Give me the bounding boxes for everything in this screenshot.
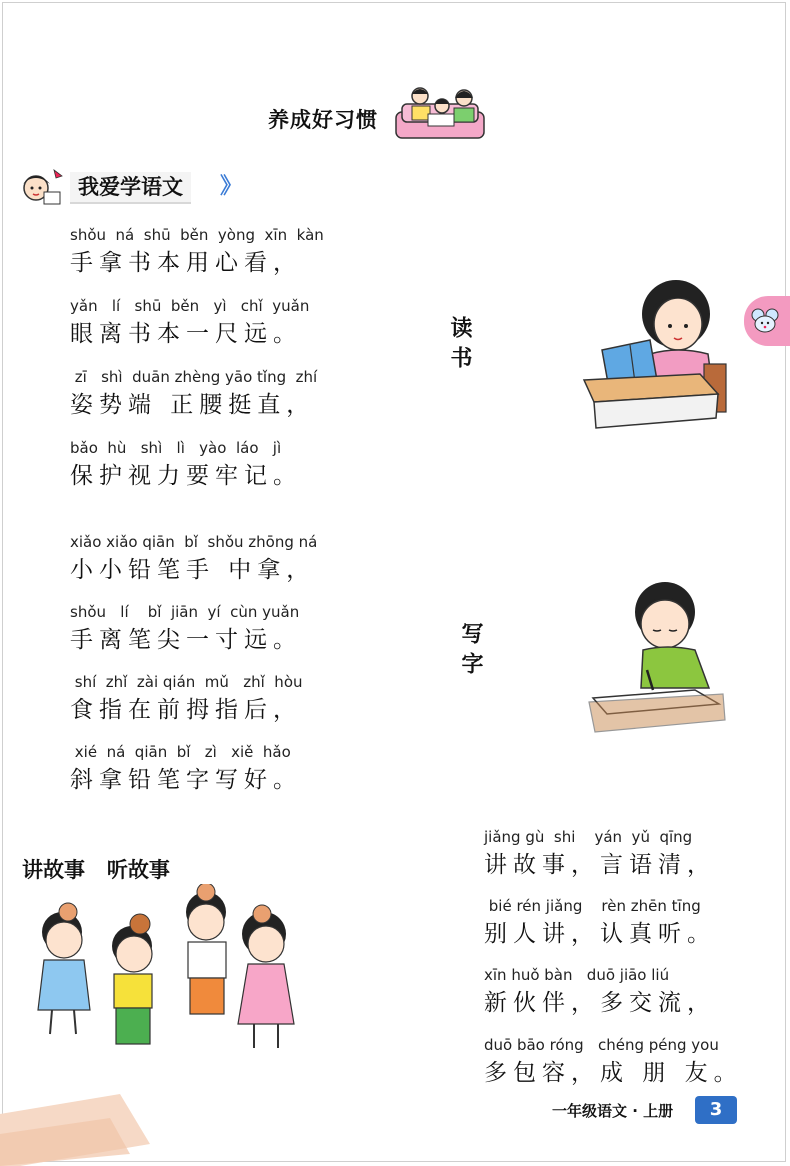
writing-line-3 — [70, 673, 303, 726]
writing-label: 写字 — [458, 622, 483, 682]
pinyin: xīn huǒ bàn duō jiāo liú — [484, 966, 670, 984]
story-section-title: 讲故事 听故事 — [22, 858, 170, 882]
hanzi: 眼离书本一尺远。 — [70, 321, 302, 347]
section-heading-label: 我爱学语文 — [70, 172, 191, 204]
hanzi: 手离笔尖一寸远。 — [70, 627, 302, 653]
pinyin: xiǎo xiǎo qiān bǐ shǒu zhōng ná — [70, 533, 318, 551]
pinyin: shǒu ná shū běn yòng xīn kàn — [70, 226, 324, 244]
hanzi: 多包容，成 朋 友。 — [484, 1060, 743, 1086]
reading-label: 读书 — [447, 316, 472, 376]
pinyin: xié ná qiān bǐ zì xiě hǎo — [70, 743, 291, 761]
writing-line-1 — [70, 533, 317, 586]
writing-line-4 — [70, 743, 302, 796]
story-line-4 — [484, 1036, 743, 1089]
writing-line-2 — [70, 603, 302, 656]
children-puppets-illustration — [22, 884, 322, 1060]
hanzi: 保护视力要牢记。 — [70, 463, 302, 489]
reading-line-1 — [70, 226, 324, 279]
page-number-badge: 3 — [695, 1096, 737, 1124]
pinyin: bié rén jiǎng rèn zhēn tīng — [484, 897, 701, 915]
pinyin: yǎn lí shū běn yì chǐ yuǎn — [70, 297, 310, 315]
hanzi: 斜拿铅笔字写好。 — [70, 767, 302, 793]
pinyin: bǎo hù shì lì yào láo jì — [70, 439, 282, 457]
hanzi: 别人讲，认真听。 — [484, 921, 716, 947]
student-mascot-icon — [14, 166, 64, 210]
hanzi: 讲故事，言语清， — [484, 852, 716, 878]
hanzi: 小小铅笔手 中拿， — [70, 557, 316, 583]
pinyin: shí zhǐ zài qián mǔ zhǐ hòu — [70, 673, 303, 691]
mouse-icon — [750, 306, 780, 336]
hanzi: 手拿书本用心看， — [70, 250, 302, 276]
story-line-1 — [484, 828, 716, 881]
reading-line-2 — [70, 297, 309, 350]
hanzi: 食指在前拇指后， — [70, 697, 302, 723]
footer-book-title: 一年级语文 · 上册 — [552, 1102, 674, 1120]
reading-line-4 — [70, 439, 302, 492]
page-title: 养成好习惯 — [268, 108, 378, 132]
boy-writing-illustration — [585, 572, 735, 742]
chapter-side-tab[interactable] — [744, 296, 790, 346]
pinyin: shǒu lí bǐ jiān yí cùn yuǎn — [70, 603, 300, 621]
double-chevron-icon: 》 — [220, 174, 243, 199]
hanzi: 姿势端 正腰挺直， — [70, 392, 316, 418]
girl-reading-illustration — [580, 268, 730, 438]
story-line-3 — [484, 966, 716, 1019]
reading-line-3 — [70, 368, 317, 421]
story-line-2 — [484, 897, 716, 950]
section-heading — [14, 166, 254, 210]
family-reading-illustration — [392, 84, 488, 142]
pinyin: jiǎng gù shi yán yǔ qīng — [484, 828, 693, 846]
pinyin: duō bāo róng chéng péng you — [484, 1036, 719, 1054]
hanzi: 新伙伴，多交流， — [484, 990, 716, 1016]
book-decoration — [0, 1074, 150, 1166]
pinyin: zī shì duān zhèng yāo tǐng zhí — [70, 368, 318, 386]
